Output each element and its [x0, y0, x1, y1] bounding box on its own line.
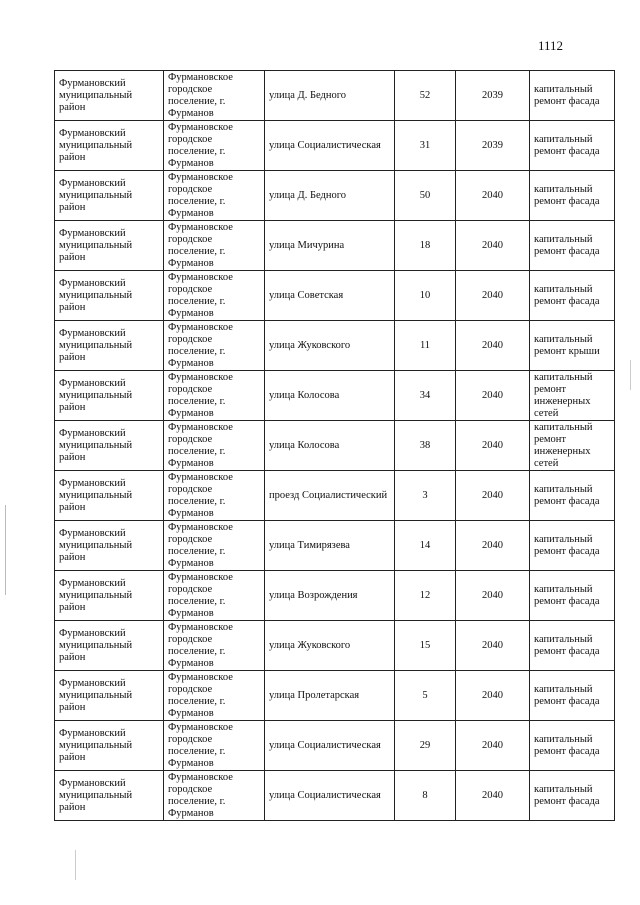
work-type-cell: капитальный ремонт фасада: [530, 571, 615, 621]
year-cell: 2039: [456, 121, 530, 171]
district-cell: Фурмановский муниципальный район: [55, 621, 164, 671]
settlement-cell: Фурмановское городское поселение, г. Фурманов: [164, 571, 265, 621]
house-number-cell: 38: [395, 421, 456, 471]
table-row: [55, 271, 615, 321]
table-row: [55, 671, 615, 721]
repair-schedule-table: [54, 70, 615, 821]
street-cell: улица Колосова: [265, 371, 395, 421]
year-cell: 2039: [456, 71, 530, 121]
year-cell: 2040: [456, 171, 530, 221]
house-number-cell: 18: [395, 221, 456, 271]
house-number-cell: 11: [395, 321, 456, 371]
work-type-cell: капитальный ремонт фасада: [530, 621, 615, 671]
district-cell: Фурмановский муниципальный район: [55, 271, 164, 321]
house-number-cell: 34: [395, 371, 456, 421]
scan-mark: [5, 505, 6, 595]
street-cell: улица Социалистическая: [265, 121, 395, 171]
street-cell: улица Тимирязева: [265, 521, 395, 571]
table-body: [55, 71, 615, 821]
settlement-cell: Фурмановское городское поселение, г. Фурманов: [164, 271, 265, 321]
settlement-cell: Фурмановское городское поселение, г. Фурманов: [164, 171, 265, 221]
year-cell: 2040: [456, 521, 530, 571]
year-cell: 2040: [456, 371, 530, 421]
work-type-cell: капитальный ремонт фасада: [530, 721, 615, 771]
table-row: [55, 421, 615, 471]
street-cell: улица Д. Бедного: [265, 171, 395, 221]
district-cell: Фурмановский муниципальный район: [55, 171, 164, 221]
settlement-cell: Фурмановское городское поселение, г. Фурманов: [164, 121, 265, 171]
settlement-cell: Фурмановское городское поселение, г. Фурманов: [164, 471, 265, 521]
street-cell: улица Д. Бедного: [265, 71, 395, 121]
house-number-cell: 15: [395, 621, 456, 671]
district-cell: Фурмановский муниципальный район: [55, 521, 164, 571]
district-cell: Фурмановский муниципальный район: [55, 371, 164, 421]
scan-mark: [630, 360, 631, 390]
table-row: [55, 721, 615, 771]
district-cell: Фурмановский муниципальный район: [55, 121, 164, 171]
table-row: [55, 171, 615, 221]
settlement-cell: Фурмановское городское поселение, г. Фурманов: [164, 71, 265, 121]
street-cell: улица Пролетарская: [265, 671, 395, 721]
settlement-cell: Фурмановское городское поселение, г. Фурманов: [164, 221, 265, 271]
work-type-cell: капитальный ремонт фасада: [530, 471, 615, 521]
page-number: 1112: [538, 38, 564, 53]
house-number-cell: 3: [395, 471, 456, 521]
street-cell: улица Жуковского: [265, 621, 395, 671]
street-cell: улица Социалистическая: [265, 771, 395, 821]
work-type-cell: капитальный ремонт фасада: [530, 171, 615, 221]
table-row: [55, 621, 615, 671]
settlement-cell: Фурмановское городское поселение, г. Фурманов: [164, 371, 265, 421]
table-row: [55, 221, 615, 271]
settlement-cell: Фурмановское городское поселение, г. Фурманов: [164, 321, 265, 371]
street-cell: проезд Социалистический: [265, 471, 395, 521]
street-cell: улица Социалистическая: [265, 721, 395, 771]
table-row: [55, 321, 615, 371]
work-type-cell: капитальный ремонт фасада: [530, 521, 615, 571]
work-type-cell: капитальный ремонт крыши: [530, 321, 615, 371]
settlement-cell: Фурмановское городское поселение, г. Фурманов: [164, 621, 265, 671]
district-cell: Фурмановский муниципальный район: [55, 221, 164, 271]
work-type-cell: капитальный ремонт инженерных сетей: [530, 421, 615, 471]
year-cell: 2040: [456, 771, 530, 821]
house-number-cell: 10: [395, 271, 456, 321]
work-type-cell: капитальный ремонт фасада: [530, 271, 615, 321]
settlement-cell: Фурмановское городское поселение, г. Фурманов: [164, 521, 265, 571]
table-row: [55, 121, 615, 171]
district-cell: Фурмановский муниципальный район: [55, 71, 164, 121]
house-number-cell: 8: [395, 771, 456, 821]
work-type-cell: капитальный ремонт фасада: [530, 71, 615, 121]
district-cell: Фурмановский муниципальный район: [55, 671, 164, 721]
district-cell: Фурмановский муниципальный район: [55, 571, 164, 621]
street-cell: улица Возрождения: [265, 571, 395, 621]
work-type-cell: капитальный ремонт фасада: [530, 771, 615, 821]
year-cell: 2040: [456, 721, 530, 771]
table-row: [55, 371, 615, 421]
house-number-cell: 50: [395, 171, 456, 221]
year-cell: 2040: [456, 221, 530, 271]
house-number-cell: 29: [395, 721, 456, 771]
street-cell: улица Советская: [265, 271, 395, 321]
year-cell: 2040: [456, 671, 530, 721]
table-row: [55, 771, 615, 821]
year-cell: 2040: [456, 321, 530, 371]
work-type-cell: капитальный ремонт фасада: [530, 221, 615, 271]
year-cell: 2040: [456, 271, 530, 321]
work-type-cell: капитальный ремонт фасада: [530, 671, 615, 721]
district-cell: Фурмановский муниципальный район: [55, 471, 164, 521]
house-number-cell: 14: [395, 521, 456, 571]
year-cell: 2040: [456, 621, 530, 671]
scan-mark: [75, 850, 76, 880]
street-cell: улица Колосова: [265, 421, 395, 471]
table-row: [55, 71, 615, 121]
house-number-cell: 5: [395, 671, 456, 721]
district-cell: Фурмановский муниципальный район: [55, 721, 164, 771]
street-cell: улица Жуковского: [265, 321, 395, 371]
year-cell: 2040: [456, 421, 530, 471]
house-number-cell: 31: [395, 121, 456, 171]
street-cell: улица Мичурина: [265, 221, 395, 271]
district-cell: Фурмановский муниципальный район: [55, 321, 164, 371]
house-number-cell: 52: [395, 71, 456, 121]
year-cell: 2040: [456, 571, 530, 621]
table-row: [55, 521, 615, 571]
settlement-cell: Фурмановское городское поселение, г. Фурманов: [164, 421, 265, 471]
settlement-cell: Фурмановское городское поселение, г. Фурманов: [164, 771, 265, 821]
year-cell: 2040: [456, 471, 530, 521]
house-number-cell: 12: [395, 571, 456, 621]
table-row: [55, 471, 615, 521]
table-row: [55, 571, 615, 621]
settlement-cell: Фурмановское городское поселение, г. Фурманов: [164, 721, 265, 771]
work-type-cell: капитальный ремонт инженерных сетей: [530, 371, 615, 421]
work-type-cell: капитальный ремонт фасада: [530, 121, 615, 171]
district-cell: Фурмановский муниципальный район: [55, 771, 164, 821]
settlement-cell: Фурмановское городское поселение, г. Фурманов: [164, 671, 265, 721]
district-cell: Фурмановский муниципальный район: [55, 421, 164, 471]
